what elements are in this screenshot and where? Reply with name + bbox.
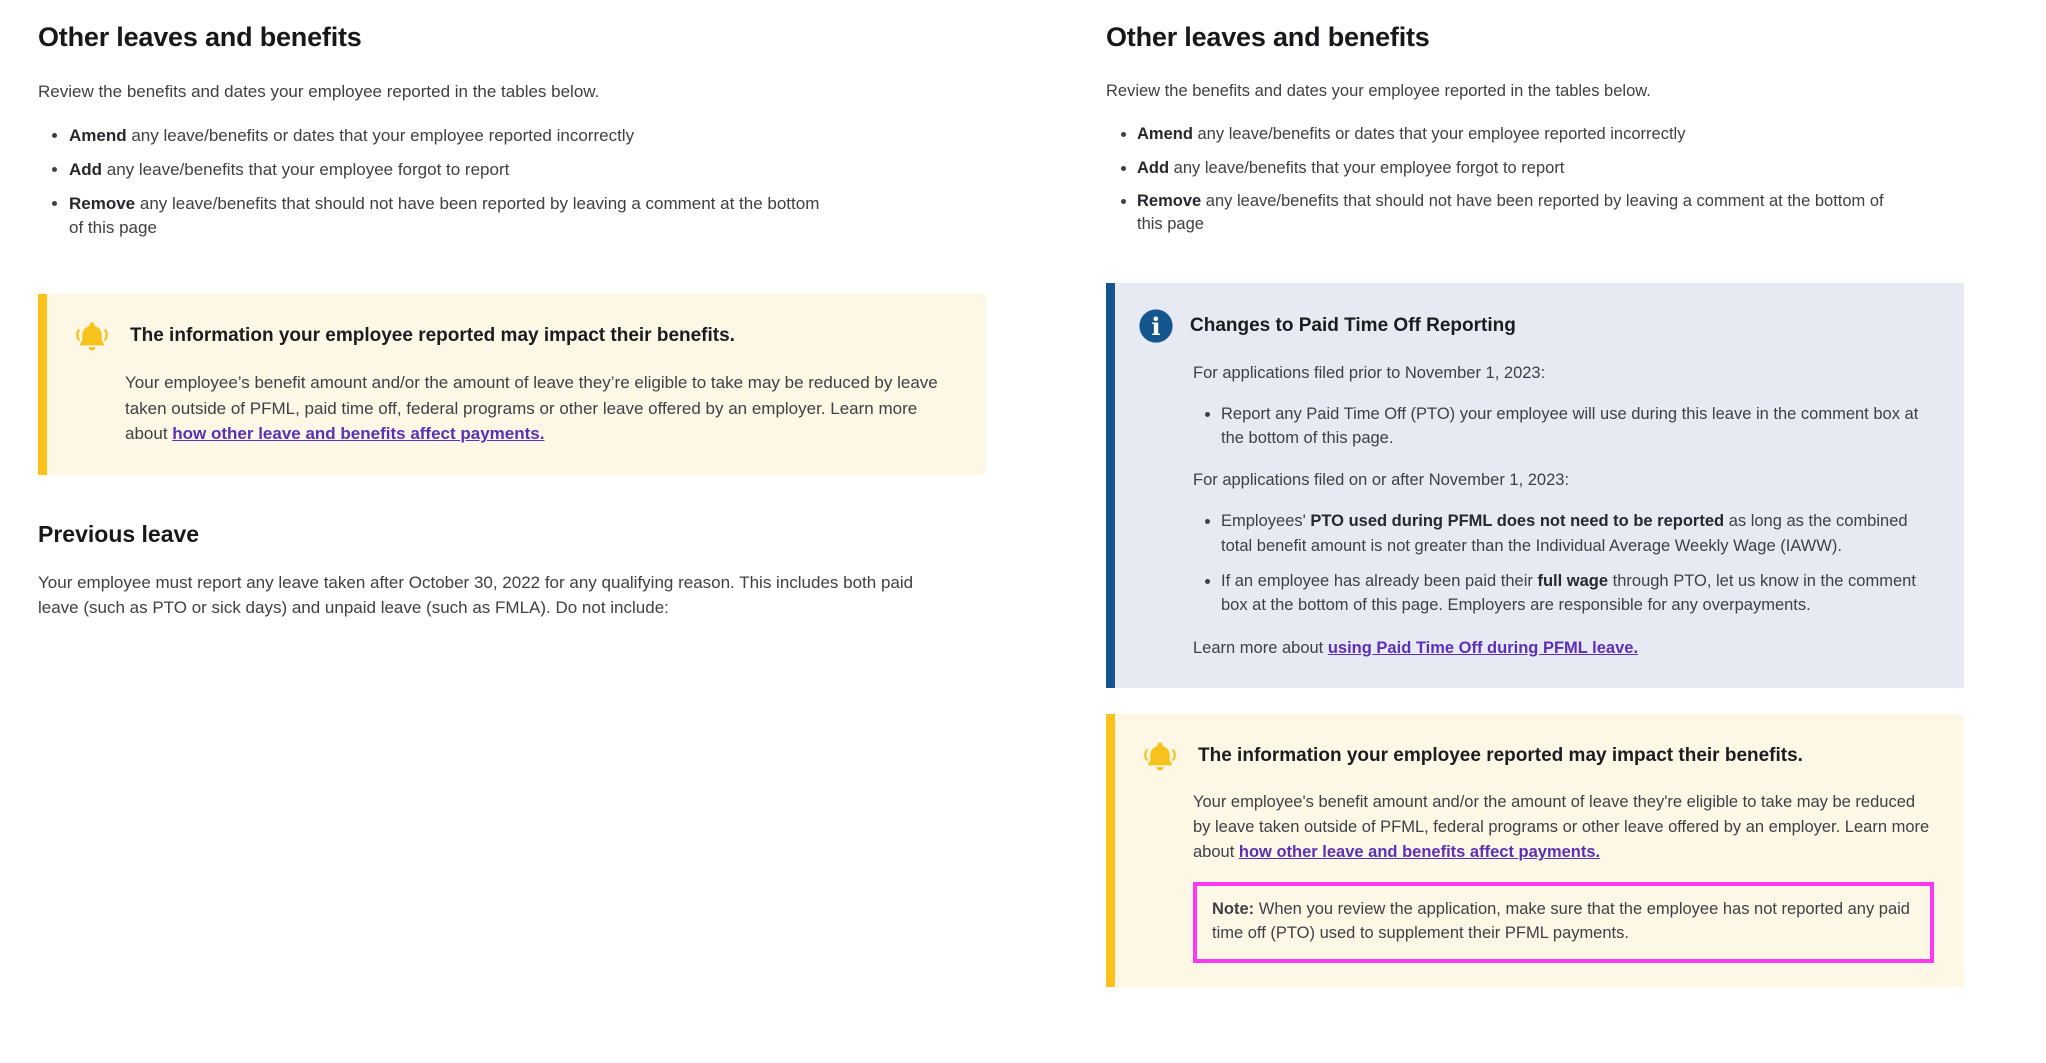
action-text: any leave/benefits that should not have been reported by leaving a comment at the bottom of this page	[69, 194, 820, 238]
action-text: any leave/benefits that your employee forgot to report	[1169, 158, 1565, 177]
left-panel	[38, 22, 986, 987]
other-leave-benefits-link[interactable]: how other leave and benefits affect payments.	[1238, 842, 1601, 861]
action-word: Amend	[69, 125, 127, 145]
prior-rules-list	[1193, 402, 1934, 451]
edit-actions-list	[1106, 123, 1906, 237]
callout-header	[1137, 307, 1934, 345]
after-rules-list	[1193, 509, 1934, 618]
edit-actions-list	[38, 124, 838, 241]
benefits-impact-alert	[1106, 714, 1964, 987]
pto-reporting-callout	[1106, 283, 1964, 689]
intro-text: Review the benefits and dates your employee reported in the tables below.	[38, 82, 600, 101]
filed-prior-text: For applications filed prior to November 1, 2023:	[1193, 363, 1546, 382]
note-text: When you review the application, make sure that the employee has not reported any paid time off (PTO) used to supplement their PFML payments.	[1212, 899, 1910, 943]
page-title: Other leaves and benefits	[38, 22, 362, 52]
list-item	[1137, 157, 1906, 180]
other-leave-benefits-link[interactable]: how other leave and benefits affect payments.	[172, 424, 545, 444]
list-item	[1137, 190, 1906, 237]
action-text: any leave/benefits that should not have been reported by leaving a comment at the bottom of this page	[1137, 191, 1884, 234]
previous-leave-text: Your employee must report any leave taken after October 30, 2022 for any qualifying reason. This includes both paid leave (such as PTO or sick days) and unpaid leave (such as FMLA). Do not include:	[38, 572, 914, 618]
list-item	[1221, 509, 1934, 558]
alert-body	[125, 370, 956, 447]
alert-title: The information your employee reported may impact their benefits.	[130, 325, 735, 347]
learn-more-paragraph	[1193, 636, 1934, 661]
action-word: Amend	[1137, 125, 1193, 144]
action-text: any leave/benefits that your employee forgot to report	[102, 159, 510, 179]
list-item: • Report any Paid Time Off (PTO) your employee will use during this leave in the comment box at the bottom of this page.	[1221, 402, 1934, 451]
rule-text: through PTO, let us know in the comment box at the bottom of this page. Employers are responsible for any overpayments.	[1221, 571, 1916, 615]
page-title: Other leaves and benefits	[1106, 22, 1430, 52]
action-word: Add	[69, 159, 103, 179]
alert-title: The information your employee reported may impact their benefits.	[1198, 745, 1803, 767]
callout-title: Changes to Paid Time Off Reporting	[1190, 314, 1516, 336]
action-text: any leave/benefits or dates that your employee reported incorrectly	[1192, 125, 1686, 144]
benefits-impact-alert	[38, 294, 986, 475]
right-panel	[1106, 22, 1964, 987]
action-text: any leave/benefits or dates that your employee reported incorrectly	[126, 125, 635, 145]
filed-after-text: For applications filed on or after November 1, 2023:	[1193, 471, 1570, 490]
alert-paragraph	[1193, 790, 1934, 864]
list-item	[69, 192, 838, 240]
alert-header	[69, 318, 956, 354]
svg-text:i: i	[1151, 311, 1161, 341]
previous-leave-heading: Previous leave	[38, 520, 200, 547]
learn-more-text: Learn more about	[1193, 638, 1328, 657]
rule-emphasis: PTO used during PFML does not need to be reported	[1310, 512, 1725, 531]
alert-body	[1193, 790, 1934, 963]
note-label: Note:	[1212, 899, 1255, 918]
rule-text: If an employee has already been paid their	[1221, 571, 1538, 590]
rule-emphasis: full wage	[1537, 571, 1609, 590]
action-word: Remove	[69, 194, 136, 214]
list-item	[1137, 123, 1906, 146]
intro-text: Review the benefits and dates your employee reported in the tables below.	[1106, 82, 1651, 100]
action-word: Add	[1137, 158, 1170, 177]
alert-header	[1137, 738, 1934, 774]
alert-text: Your employee’s benefit amount and/or the amount of leave they’re eligible to take may be reduced by leave taken outside of PFML, paid time off, federal programs or other leave offered by an employer. Learn more about	[125, 373, 938, 444]
bell-icon	[1137, 738, 1183, 774]
pto-during-pfml-link[interactable]: using Paid Time Off during PFML leave.	[1327, 638, 1639, 657]
alert-paragraph	[125, 370, 956, 447]
alert-text: Your employee's benefit amount and/or the amount of leave they're eligible to take may be reduced by leave taken outside of PFML, federal programs or other leave offered by an employer. Learn more about	[1193, 793, 1930, 861]
list-item	[69, 158, 838, 182]
pto-note-highlight	[1193, 882, 1934, 964]
rule-text: as long as the combined total benefit amount is not greater than the Individual Average Weekly Wage (IAWW).	[1221, 512, 1908, 555]
rule-text: Employees'	[1221, 512, 1311, 531]
callout-body	[1193, 361, 1934, 661]
list-item	[1221, 569, 1934, 618]
list-item	[69, 124, 838, 148]
bell-icon	[69, 318, 115, 354]
action-word: Remove	[1137, 191, 1202, 210]
info-icon	[1137, 307, 1175, 345]
